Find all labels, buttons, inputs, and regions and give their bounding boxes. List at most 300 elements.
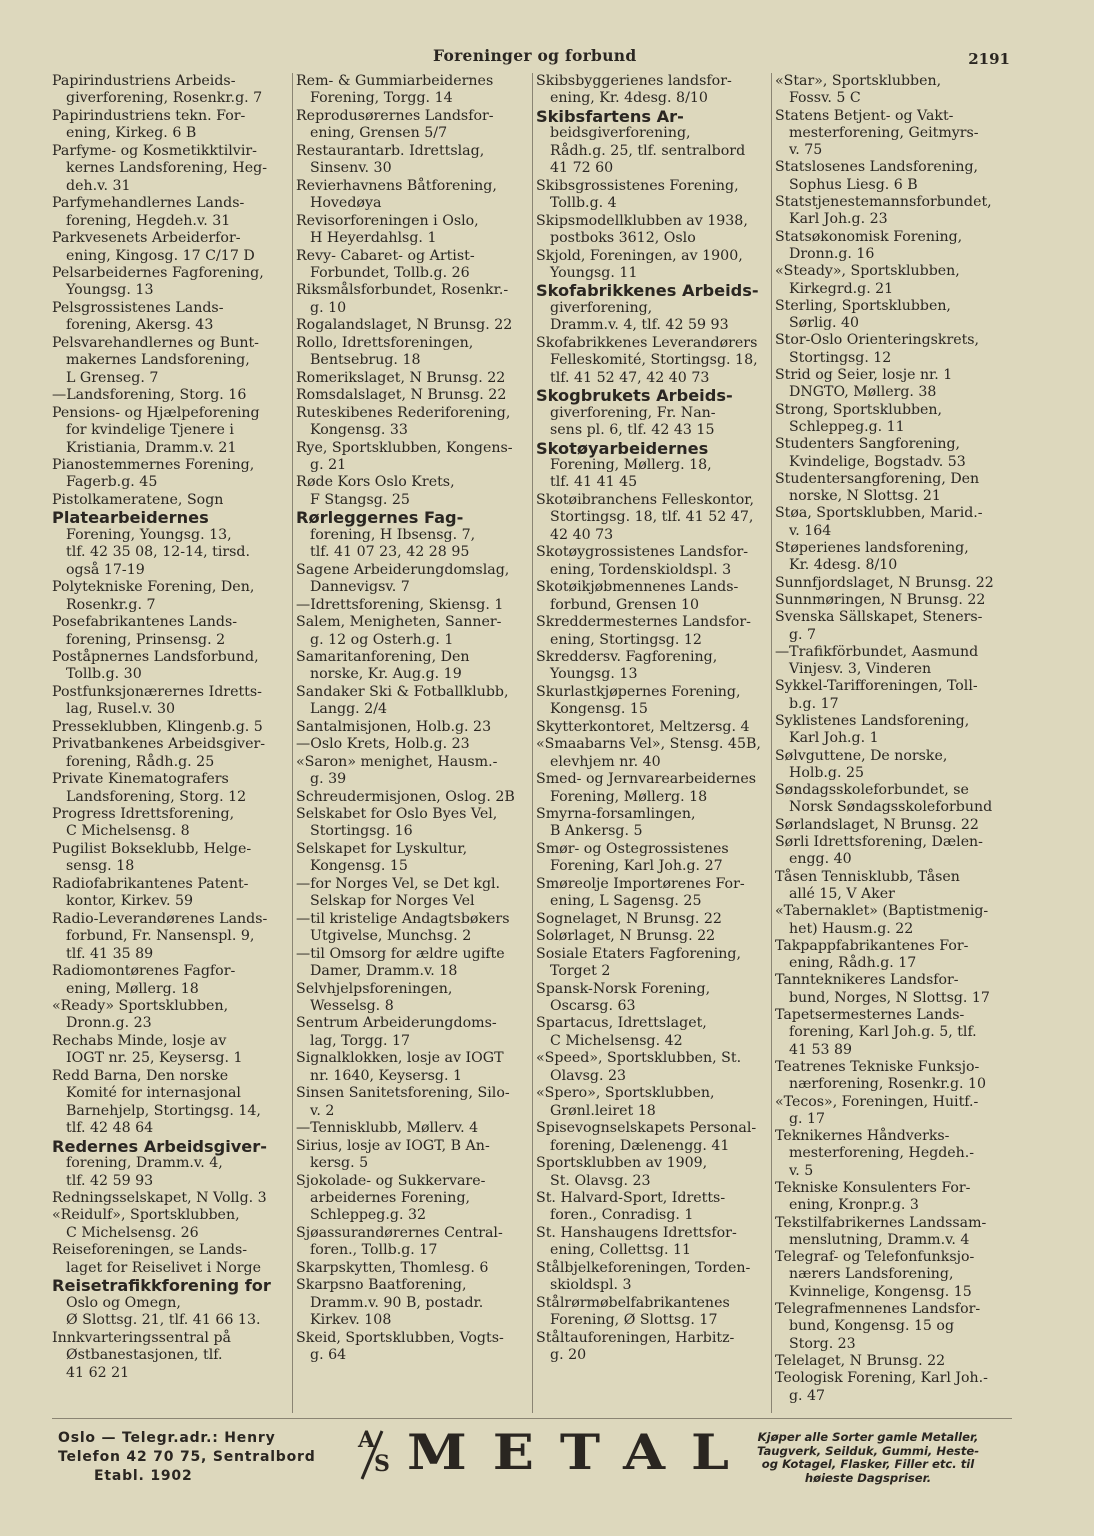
entry-line: forening, Akersg. 43	[66, 317, 214, 334]
directory-entry	[296, 213, 533, 248]
directory-entry	[296, 806, 533, 841]
entry-line: Studentersangforening, Den	[775, 470, 980, 487]
entry-line: —Tennisklubb, Møllerv. 4	[296, 1120, 479, 1137]
entry-line: Rosenkr.g. 7	[66, 596, 156, 613]
entry-line: Sunnmøringen, N Brunsg. 22	[775, 591, 986, 608]
entry-line: Skotøygrossistenes Landsfor-	[536, 544, 749, 561]
entry-line: Papirindustriens Arbeids-	[52, 73, 236, 89]
directory-entry	[296, 370, 533, 387]
directory-entry	[775, 938, 1020, 973]
entry-line: Sørlig. 40	[789, 315, 860, 332]
entry-line: Kvindelige, Bogstadv. 53	[789, 453, 966, 470]
entry-line: Selskapet for Lyskultur,	[296, 840, 468, 857]
directory-entry	[775, 159, 1020, 194]
directory-entry	[296, 562, 533, 597]
entry-line: g. 20	[550, 1347, 587, 1364]
entry-line: IOGT nr. 25, Keysersg. 1	[66, 1050, 243, 1067]
entry-line: Stortingsg. 16	[310, 823, 413, 840]
entry-line: Damer, Dramm.v. 18	[310, 963, 458, 980]
directory-entry	[296, 1120, 533, 1137]
entry-line: Sørlandslaget, N Brunsg. 22	[775, 816, 979, 833]
entry-line: 41 53 89	[789, 1041, 852, 1058]
directory-entry	[296, 282, 533, 317]
directory-entry	[296, 876, 533, 911]
entry-line: Smed- og Jernvarearbeidernes	[536, 771, 757, 788]
directory-entry	[52, 457, 292, 492]
entry-line: Pensions- og Hjælpeforening	[52, 404, 260, 421]
entry-line: Vinjesv. 3, Vinderen	[789, 661, 932, 678]
entry-line: Skofabrikkenes Leverandørers	[536, 334, 758, 351]
directory-entry	[52, 1277, 292, 1329]
entry-line: 42 40 73	[550, 526, 614, 543]
entry-line: Norsk Søndagsskoleforbund	[789, 799, 993, 816]
brand-prefix-s: S	[374, 1451, 390, 1477]
entry-line: Youngsg. 11	[550, 264, 638, 281]
entry-line: lag, Torgg. 17	[310, 1032, 411, 1049]
directory-entry	[296, 335, 533, 370]
entry-line: tlf. 41 35 89	[66, 945, 154, 962]
entry-line: giverforening,	[550, 299, 653, 316]
entry-line: Spartacus, Idrettslaget,	[536, 1015, 707, 1032]
directory-entry	[775, 73, 1020, 108]
entry-line: —for Norges Vel, se Det kgl.	[296, 875, 501, 892]
entry-line: «Speed», Sportsklubben, St.	[536, 1050, 742, 1067]
entry-line: Sjøassurandørernes Central-	[296, 1224, 503, 1241]
directory-entry	[536, 1260, 771, 1295]
entry-line: makernes Landsforening,	[66, 352, 250, 369]
entry-line: Østbanestasjonen, tlf.	[66, 1347, 223, 1364]
entry-line: ening, Stortingsg. 12	[550, 631, 702, 648]
directory-entry	[296, 317, 533, 334]
entry-line: Søndagsskoleforbundet, se	[775, 782, 969, 799]
entry-line: Skarpskytten, Thomlesg. 6	[296, 1259, 489, 1276]
directory-entry	[775, 1094, 1020, 1129]
directory-column-1	[52, 73, 292, 1413]
directory-entry	[52, 1068, 292, 1138]
entry-line: Teologisk Forening, Karl Joh.-	[775, 1370, 988, 1387]
entry-line: DNGTO, Møllerg. 38	[789, 384, 937, 401]
entry-line: Stor-Oslo Orienteringskrets,	[775, 332, 980, 349]
entry-line: 41 62 21	[66, 1364, 130, 1381]
entry-line: Skipsmodellklubben av 1938,	[536, 212, 748, 229]
entry-line: «Saron» menighet, Hausm.-	[296, 753, 498, 770]
entry-line: Komité for internasjonal	[66, 1085, 241, 1102]
entry-line: menslutning, Dramm.v. 4	[789, 1231, 970, 1248]
entry-line: nærers Landsforening,	[789, 1266, 954, 1283]
entry-line: forbund, Grensen 10	[550, 596, 700, 613]
entry-line: v. 2	[310, 1102, 335, 1119]
directory-entry	[296, 1015, 533, 1050]
entry-line: mesterforening, Geitmyrs-	[789, 124, 979, 141]
entry-line: Stålbjelkeforeningen, Torden-	[536, 1259, 751, 1276]
entry-line: Private Kinematografers	[52, 771, 229, 788]
entry-line: Dramm.v. 4, tlf. 42 59 93	[550, 317, 729, 334]
entry-line: Pelsarbeidernes Fagforening,	[52, 264, 264, 281]
entry-line: Utgivelse, Munchsg. 2	[310, 928, 472, 945]
directory-entry	[52, 736, 292, 771]
entry-line: ening, Kirkeg. 6 B	[66, 125, 197, 142]
directory-entry	[52, 806, 292, 841]
entry-line: Postfunksjonærernes Idretts-	[52, 683, 262, 700]
directory-column-4	[771, 73, 1020, 1413]
entry-line: —Oslo Krets, Holb.g. 23	[296, 736, 470, 753]
entry-line: ening, Tordenskioldspl. 3	[550, 561, 732, 578]
entry-line: postboks 3612, Oslo	[550, 230, 696, 247]
entry-line: Ståltauforeningen, Harbitz-	[536, 1329, 735, 1346]
entry-line: Skeid, Sportsklubben, Vogts-	[296, 1329, 504, 1346]
entry-line: Kr. 4desg. 8/10	[789, 557, 898, 574]
entry-line: Tollb.g. 30	[66, 666, 142, 683]
entry-line: Sirius, losje av IOGT, B An-	[296, 1137, 490, 1154]
entry-line: tlf. 42 48 64	[66, 1120, 154, 1137]
entry-line: Barnehjelp, Stortingsg. 14,	[66, 1102, 261, 1119]
entry-line: skioldspl. 3	[550, 1277, 632, 1294]
entry-line: Revisorforeningen i Oslo,	[296, 212, 479, 229]
entry-line: foren., Tollb.g. 17	[310, 1242, 438, 1259]
directory-entry	[296, 1085, 533, 1120]
entry-line: Statslosenes Landsforening,	[775, 159, 979, 176]
entry-line: het) Hausm.g. 22	[789, 920, 914, 937]
directory-entry	[52, 876, 292, 911]
directory-entry	[536, 387, 771, 439]
directory-entry	[52, 1033, 292, 1068]
directory-entry	[536, 911, 771, 928]
directory-entry	[536, 614, 771, 649]
directory-entry	[775, 471, 1020, 506]
directory-entry	[536, 335, 771, 387]
entry-line: Strong, Sportsklubben,	[775, 401, 943, 418]
entry-line: nr. 1640, Keysersg. 1	[310, 1067, 463, 1084]
directory-entry	[52, 771, 292, 806]
page-header	[0, 46, 1094, 70]
directory-entry	[296, 719, 533, 736]
entry-line: Storg. 23	[789, 1335, 856, 1352]
ad-established-line: Etabl. 1902	[94, 1468, 193, 1484]
directory-entry	[52, 998, 292, 1033]
entry-line: Forening, Ø Slottsg. 17	[550, 1312, 718, 1329]
directory-entry	[775, 540, 1020, 575]
ad-phone-line: Telefon 42 70 75, Sentralbord	[58, 1449, 316, 1465]
entry-line: deh.v. 31	[66, 177, 131, 194]
entry-line: ening, Kr. 4desg. 8/10	[550, 90, 708, 107]
directory-entry	[296, 736, 533, 753]
entry-line: Sentrum Arbeiderungdoms-	[296, 1015, 497, 1032]
entry-line: Posefabrikantenes Lands-	[52, 614, 238, 631]
directory-entry	[296, 649, 533, 684]
entry-line: Støperienes landsforening,	[775, 540, 969, 557]
entry-line: Skotøibranchens Felleskontor,	[536, 491, 754, 508]
entry-line: kontor, Kirkev. 59	[66, 893, 194, 910]
entry-line: ening, Grensen 5/7	[310, 125, 448, 142]
entry-line: Telegrafmennenes Landsfor-	[775, 1301, 981, 1318]
entry-line: Kirkev. 108	[310, 1312, 392, 1329]
entry-line: Polytekniske Forening, Den,	[52, 579, 255, 596]
directory-entry	[775, 678, 1020, 713]
entry-line: tlf. 41 52 47, 42 40 73	[550, 369, 710, 386]
entry-line: Sosiale Etaters Fagforening,	[536, 945, 741, 962]
directory-entry	[775, 298, 1020, 333]
directory-entry	[536, 579, 771, 614]
entry-line: g. 47	[789, 1387, 826, 1404]
directory-entry	[536, 73, 771, 108]
entry-line: Romerikslaget, N Brunsg. 22	[296, 369, 506, 386]
entry-line: Poståpnernes Landsforbund,	[52, 648, 259, 665]
entry-line: Revy- Cabaret- og Artist-	[296, 247, 475, 264]
directory-entry	[296, 841, 533, 876]
entry-line: forening, Karl Joh.g. 5, tlf.	[789, 1024, 977, 1041]
entry-line: Sørli Idrettsforening, Dælen-	[775, 834, 983, 851]
directory-entry	[52, 579, 292, 614]
entry-line: Sinsen Sanitetsforening, Silo-	[296, 1085, 510, 1102]
brand-name: METAL	[407, 1423, 756, 1481]
entry-line: Rye, Sportsklubben, Kongens-	[296, 439, 513, 456]
entry-line: Sophus Liesg. 6 B	[789, 176, 918, 193]
directory-entry	[775, 367, 1020, 402]
directory-entry	[296, 1138, 533, 1173]
directory-entry	[296, 387, 533, 404]
directory-entry	[296, 789, 533, 806]
entry-line: Forening, Karl Joh.g. 27	[550, 858, 723, 875]
entry-line: Forbundet, Tollb.g. 26	[310, 264, 470, 281]
entry-line: Forening, Youngsg. 13,	[66, 526, 232, 543]
entry-line: St. Olavsg. 23	[550, 1172, 651, 1189]
page-number: 2191	[968, 50, 1010, 68]
entry-line: «Star», Sportsklubben,	[775, 73, 942, 89]
entry-line: Parkvesenets Arbeiderfor-	[52, 230, 241, 247]
entry-line: —Landsforening, Storg. 16	[52, 387, 247, 404]
entry-line: Skurlastkjøpernes Forening,	[536, 683, 741, 700]
directory-entry	[775, 834, 1020, 869]
entry-line: Papirindustriens tekn. For-	[52, 107, 246, 124]
entry-line: C Michelsensg. 26	[66, 1224, 199, 1241]
entry-line: L Grenseg. 7	[66, 369, 159, 386]
entry-line: ening, L Sagensg. 25	[550, 893, 702, 910]
entry-line: St. Hanshaugens Idrettsfor-	[536, 1224, 737, 1241]
entry-line: Torget 2	[550, 963, 611, 980]
directory-entry	[536, 440, 771, 492]
entry-line: Innkvarteringssentral på	[52, 1329, 231, 1346]
entry-line: 41 72 60	[550, 160, 614, 177]
entry-line: —Trafikförbundet, Aasmund	[775, 643, 979, 660]
directory-entry	[52, 73, 292, 108]
entry-line: B Ankersg. 5	[550, 823, 643, 840]
entry-line: tlf. 42 59 93	[66, 1172, 154, 1189]
directory-entry	[52, 614, 292, 649]
entry-line: Signalklokken, losje av IOGT	[296, 1050, 504, 1067]
directory-entry	[52, 719, 292, 736]
directory-entry	[775, 332, 1020, 367]
ad-description-line: høieste Dagspriser.	[804, 1470, 932, 1485]
directory-entry	[52, 684, 292, 719]
entry-line: Felleskomité, Stortingsg. 18,	[550, 352, 758, 369]
directory-entry	[775, 1007, 1020, 1059]
entry-line: Telegraf- og Telefonfunksjo-	[775, 1249, 975, 1266]
entry-line: Telelaget, N Brunsg. 22	[775, 1352, 946, 1369]
directory-entry	[536, 248, 771, 283]
directory-column-3	[532, 73, 771, 1413]
entry-line: Sportsklubben av 1909,	[536, 1155, 708, 1172]
entry-line: arbeidernes Forening,	[310, 1190, 471, 1206]
directory-entry	[296, 597, 533, 614]
directory-entry	[296, 754, 533, 789]
entry-line: tlf. 42 35 08, 12-14, tirsd.	[66, 544, 251, 561]
ad-description-line: Kjøper alle Sorter gamle Metaller,	[757, 1430, 979, 1444]
entry-line: Rem- & Gummiarbeidernes	[296, 73, 494, 89]
entry-line: Tannteknikeres Landsfor-	[775, 972, 959, 989]
entry-line: Parfyme- og Kosmetikktilvir-	[52, 142, 257, 159]
entry-line: Skjold, Foreningen, av 1900,	[536, 247, 743, 264]
directory-entry	[775, 402, 1020, 437]
entry-line: Smyrna-forsamlingen,	[536, 806, 696, 823]
entry-line: Fossv. 5 C	[789, 90, 861, 107]
entry-line: Statsøkonomisk Forening,	[775, 228, 963, 245]
entry-line: Smør- og Ostegrossistenes	[536, 840, 729, 857]
entry-line: for kvindelige Tjenere i	[66, 422, 234, 439]
entry-line: engg. 40	[789, 851, 852, 868]
entry-line: forening, H Ibsensg. 7,	[310, 526, 476, 543]
entry-line: Restaurantarb. Idrettslag,	[296, 142, 485, 159]
entry-line: allé 15, V Aker	[789, 885, 895, 902]
entry-line: Forening, Torgg. 14	[310, 90, 453, 107]
directory-entry	[52, 405, 292, 457]
entry-line: Dronn.g. 23	[66, 1015, 152, 1032]
directory-entry	[775, 817, 1020, 834]
entry-bold-name: Reisetrafikkforening for	[52, 1276, 271, 1296]
directory-entry	[52, 230, 292, 265]
directory-entry	[296, 440, 533, 475]
directory-entry	[52, 1330, 292, 1382]
directory-entry	[536, 1330, 771, 1365]
directory-entry	[536, 719, 771, 736]
entry-line: Kongensg. 15	[310, 858, 408, 875]
directory-entry	[296, 405, 533, 440]
entry-line: Fagerb.g. 45	[66, 474, 158, 491]
entry-line: sensg. 18	[66, 858, 135, 875]
entry-line: H Heyerdahlsg. 1	[310, 230, 437, 247]
directory-entry	[296, 1330, 533, 1365]
directory-entry	[775, 1301, 1020, 1353]
entry-line: Landsforening, Storg. 12	[66, 788, 247, 805]
entry-line: Youngsg. 13	[550, 666, 638, 683]
ad-contact-block	[58, 1429, 316, 1486]
entry-line: Progress Idrettsforening,	[52, 806, 235, 823]
ad-description-block	[737, 1431, 999, 1485]
entry-line: Forening, Møllerg. 18,	[550, 456, 712, 473]
entry-line: Kvinnelige, Kongensg. 15	[789, 1283, 972, 1300]
entry-line: Spansk-Norsk Forening,	[536, 980, 711, 997]
directory-entry	[775, 436, 1020, 471]
entry-line: Radio-Leverandørenes Lands-	[52, 910, 268, 927]
directory-entry	[52, 911, 292, 963]
directory-entry	[775, 782, 1020, 817]
directory-entry	[296, 614, 533, 649]
entry-line: Santalmisjonen, Holb.g. 23	[296, 718, 492, 735]
entry-line: kersg. 5	[310, 1155, 369, 1172]
ad-telegram-line: Oslo — Telegr.adr.: Henry	[58, 1430, 276, 1446]
entry-line: Parfymehandlernes Lands-	[52, 195, 245, 212]
entry-line: Skibsgrossistenes Forening,	[536, 177, 739, 194]
directory-entry	[536, 1120, 771, 1155]
entry-line: Rådh.g. 25, tlf. sentralbord	[550, 142, 746, 159]
entry-line: Studenters Sangforening,	[775, 436, 961, 453]
directory-entry	[296, 474, 533, 509]
directory-entry	[775, 1249, 1020, 1301]
directory-entry	[296, 1277, 533, 1329]
entry-line: Sjokolade- og Sukkervare-	[296, 1172, 486, 1189]
entry-line: F Stangsg. 25	[310, 491, 410, 508]
directory-entry	[775, 592, 1020, 609]
directory-entry	[52, 1207, 292, 1242]
entry-line: Oslo og Omegn,	[66, 1294, 181, 1311]
entry-line: Skibsbyggerienes landsfor-	[536, 73, 732, 89]
entry-line: Revierhavnens Båtforening,	[296, 177, 497, 194]
directory-entry	[536, 1225, 771, 1260]
directory-entry	[296, 178, 533, 213]
directory-entry	[52, 492, 292, 509]
entry-line: Radiofabrikantenes Patent-	[52, 875, 249, 892]
directory-entry	[536, 684, 771, 719]
directory-entry	[52, 265, 292, 300]
entry-line: Skarpsno Baatforening,	[296, 1277, 467, 1294]
directory-entry	[775, 1353, 1020, 1370]
entry-line: g. 7	[789, 626, 817, 643]
entry-line: —til kristelige Andagtsbøkers	[296, 910, 510, 927]
entry-bold-name: Platearbeidernes	[52, 508, 209, 528]
entry-line: «Reidulf», Sportsklubben,	[52, 1207, 240, 1224]
entry-line: også 17-19	[66, 561, 145, 578]
directory-entry	[536, 876, 771, 911]
directory-entry	[775, 1059, 1020, 1094]
entry-line: nærforening, Rosenkr.g. 10	[789, 1076, 987, 1093]
entry-line: Tåsen Tennisklubb, Tåsen	[775, 868, 960, 885]
directory-entry	[536, 1050, 771, 1085]
directory-entry	[536, 928, 771, 945]
entry-line: Samaritanforening, Den	[296, 648, 470, 665]
entry-line: v. 5	[789, 1162, 814, 1179]
entry-line: ening, Rådh.g. 17	[789, 955, 917, 972]
entry-line: Kristiania, Dramm.v. 21	[66, 439, 237, 456]
directory-entry	[536, 492, 771, 544]
entry-bold-name: Rørleggernes Fag-	[296, 508, 464, 528]
entry-line: giverforening, Fr. Nan-	[550, 404, 716, 421]
entry-line: Schleppeg.g. 11	[789, 418, 905, 435]
entry-line: Reiseforeningen, se Lands-	[52, 1242, 248, 1259]
entry-line: St. Halvard-Sport, Idretts-	[536, 1190, 726, 1206]
entry-line: Sykkel-Tarifforeningen, Toll-	[775, 678, 978, 695]
entry-line: Syklistenes Landsforening,	[775, 712, 970, 729]
directory-entry	[52, 1242, 292, 1277]
entry-line: Sognelaget, N Brunsg. 22	[536, 910, 722, 927]
entry-line: tlf. 41 07 23, 42 28 95	[310, 544, 470, 561]
entry-line: bund, Norges, N Slottsg. 17	[789, 989, 990, 1006]
entry-line: Redd Barna, Den norske	[52, 1067, 229, 1084]
entry-line: forening, Hegdeh.v. 31	[66, 212, 231, 229]
directory-entry	[536, 1155, 771, 1190]
directory-entry	[536, 282, 771, 334]
directory-entry	[52, 143, 292, 195]
entry-line: forbund, Fr. Nansenspl. 9,	[66, 928, 255, 945]
directory-entry	[52, 195, 292, 230]
entry-line: Dronn.g. 16	[789, 245, 875, 262]
entry-line: g. 12 og Osterh.g. 1	[310, 631, 454, 648]
directory-entry	[536, 213, 771, 248]
directory-entry	[536, 108, 771, 178]
entry-line: Youngsg. 13	[66, 282, 154, 299]
entry-line: «Smaabarns Vel», Stensg. 45B,	[536, 736, 761, 753]
section-title: Foreninger og forbund	[433, 46, 637, 65]
entry-line: Kongensg. 33	[310, 422, 408, 439]
entry-line: Skytterkontoret, Meltzersg. 4	[536, 718, 750, 735]
